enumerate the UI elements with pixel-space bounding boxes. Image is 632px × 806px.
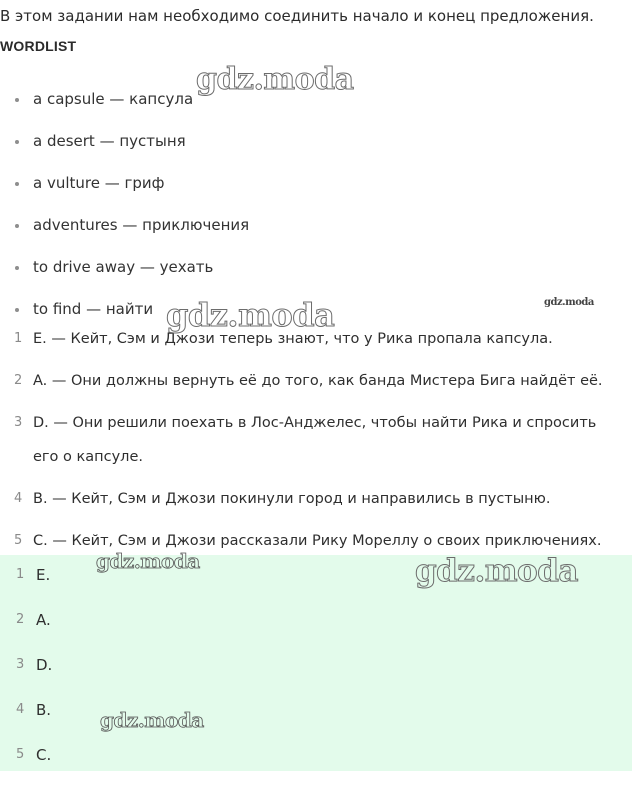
answer-number: 2 [14, 373, 23, 388]
wordlist-heading: WORDLIST [0, 38, 77, 54]
watermark: gdz.moda [544, 297, 594, 308]
answer-text: A. — Они должны вернуть её до того, как банда Мистера Бига найдёт её. [33, 373, 603, 389]
answer-item [0, 482, 632, 516]
answer-item [0, 406, 632, 474]
watermark: gdz.moda [166, 296, 335, 334]
short-answer-item [0, 607, 52, 652]
short-answer-number: 5 [16, 747, 25, 762]
short-answer-number: 4 [16, 702, 25, 717]
answer-text: B. — Кейт, Сэм и Джози покинули город и направились в пустыню. [33, 491, 551, 507]
wordlist-item: to drive away — уехать [0, 246, 249, 288]
answer-number: 3 [14, 415, 23, 430]
short-answer-text: C. [36, 746, 52, 764]
watermark: gdz.moda [96, 549, 200, 573]
wordlist-item: a vulture — гриф [0, 162, 249, 204]
short-answer-text: E. [36, 566, 51, 584]
short-answer-text: A. [36, 611, 51, 629]
short-answer-item [0, 562, 52, 607]
wordlist-item: adventures — приключения [0, 204, 249, 246]
answer-text: E. — Кейт, Сэм и Джози теперь знают, что у Рика пропала капсула. [33, 331, 553, 347]
short-answer-text: D. [36, 656, 53, 674]
answer-number: 4 [14, 491, 23, 506]
wordlist-item: to find — найти [0, 288, 249, 330]
wordlist-item: a desert — пустыня [0, 120, 249, 162]
short-answers-list [0, 562, 52, 787]
intro-text: В этом задании нам необходимо соединить начало и конец предложения. [0, 7, 594, 25]
short-answer-number: 2 [16, 612, 25, 627]
short-answer-item [0, 697, 52, 742]
wordlist [0, 78, 249, 330]
watermark: gdz.moda [196, 62, 354, 97]
short-answer-number: 3 [16, 657, 25, 672]
answer-number: 1 [14, 331, 23, 346]
answer-text: D. — Они решили поехать в Лос-Анджелес, чтобы найти Рика и спросить его о капсуле. [33, 415, 597, 465]
wordlist-item: a capsule — капсула [0, 78, 249, 120]
short-answer-item [0, 652, 52, 697]
answer-text: C. — Кейт, Сэм и Джози рассказали Рику Мореллу о своих приключениях. [33, 533, 602, 549]
short-answer-item [0, 742, 52, 787]
short-answer-number: 1 [16, 567, 25, 582]
watermark: gdz.moda [415, 553, 578, 589]
answers-list [0, 322, 632, 566]
answer-number: 5 [14, 533, 23, 548]
watermark: gdz.moda [100, 708, 204, 732]
short-answer-text: B. [36, 701, 52, 719]
answer-item [0, 364, 632, 398]
